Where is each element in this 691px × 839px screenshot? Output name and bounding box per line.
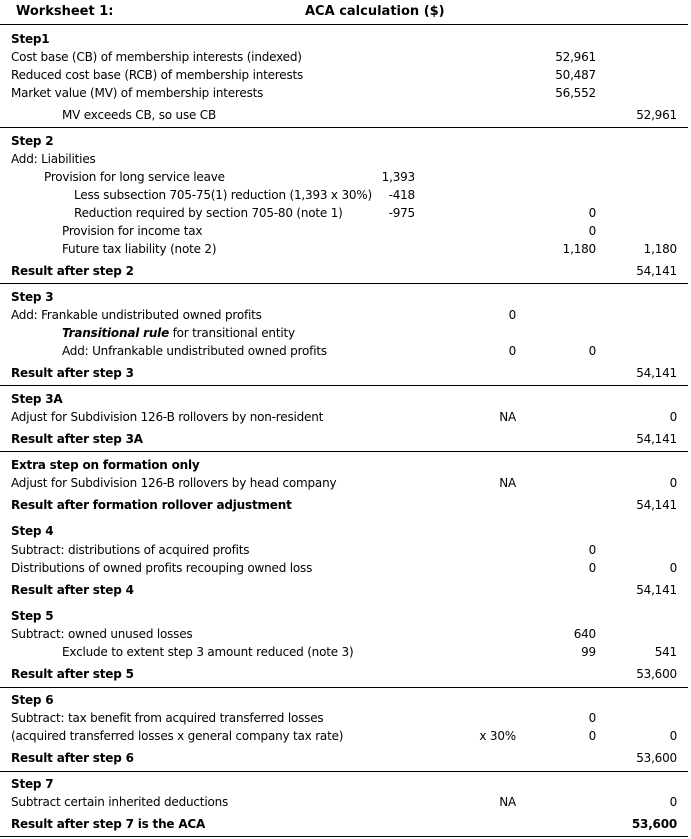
row-heading: Step 6: [11, 693, 54, 707]
amount-c3: 0: [588, 561, 596, 575]
amount-c4: 54,141: [636, 432, 677, 446]
row-label: [62, 326, 295, 340]
row-label: Add: Liabilities: [11, 152, 96, 166]
section-heading-row: [0, 498, 691, 516]
worksheet-title: ACA calculation ($): [305, 4, 445, 19]
row-heading: Step 4: [11, 524, 54, 538]
line-item-row: [0, 326, 691, 344]
row-label: Subtract: tax benefit from acquired transferred losses: [11, 711, 324, 725]
section-divider: [0, 771, 688, 772]
row-heading: Result after step 3: [11, 366, 134, 380]
section-heading-row: [0, 609, 691, 627]
amount-c3: 50,487: [555, 68, 596, 82]
amount-c1: -975: [388, 206, 415, 220]
row-label: (acquired transferred losses x general company tax rate): [11, 729, 344, 743]
amount-c1: -418: [388, 188, 415, 202]
line-item-row: [0, 170, 691, 188]
row-heading: Step 5: [11, 609, 54, 623]
section-heading-row: [0, 777, 691, 795]
amount-c3: 99: [581, 645, 596, 659]
section-heading-row: [0, 264, 691, 282]
line-item-row: [0, 344, 691, 362]
row-heading: Step 3: [11, 290, 54, 304]
amount-c4: 54,141: [636, 366, 677, 380]
row-heading: Step 3A: [11, 392, 63, 406]
row-label: Adjust for Subdivision 126-B rollovers by head company: [11, 476, 337, 490]
amount-c4: 53,600: [636, 667, 677, 681]
row-heading: Step1: [11, 32, 50, 46]
row-label: Add: Frankable undistributed owned profits: [11, 308, 262, 322]
row-label: Exclude to extent step 3 amount reduced (note 3): [62, 645, 354, 659]
row-heading: Result after step 5: [11, 667, 134, 681]
line-item-row: [0, 561, 691, 579]
row-label: Subtract: owned unused losses: [11, 627, 193, 641]
row-heading: Result after step 7 is the ACA: [11, 817, 206, 831]
row-label: Market value (MV) of membership interests: [11, 86, 264, 100]
amount-c4: 54,141: [636, 583, 677, 597]
section-heading-row: [0, 290, 691, 308]
line-item-row: [0, 86, 691, 104]
amount-c3: 0: [588, 543, 596, 557]
section-heading-row: [0, 392, 691, 410]
line-item-row: [0, 308, 691, 326]
amount-c1: 1,393: [381, 170, 415, 184]
amount-c4: 1,180: [643, 242, 677, 256]
row-heading: Result after formation rollover adjustment: [11, 498, 292, 512]
row-heading: Result after step 6: [11, 751, 134, 765]
section-heading-row: [0, 32, 691, 50]
amount-c4: 53,600: [636, 751, 677, 765]
line-item-row: [0, 224, 691, 242]
amount-c2: NA: [499, 795, 516, 809]
row-label: Reduction required by section 705-80 (note 1): [74, 206, 343, 220]
line-item-row: [0, 188, 691, 206]
section-divider: [0, 127, 688, 128]
section-heading-row: [0, 583, 691, 601]
line-item-row: [0, 242, 691, 260]
section-divider: [0, 836, 688, 837]
amount-c3: 0: [588, 206, 596, 220]
line-item-row: [0, 476, 691, 494]
section-heading-row: [0, 817, 691, 835]
section-heading-row: [0, 134, 691, 152]
row-label: Provision for long service leave: [44, 170, 225, 184]
section-divider: [0, 24, 688, 25]
worksheet-label: Worksheet 1:: [16, 4, 114, 19]
amount-c4: 52,961: [636, 108, 677, 122]
amount-c3: 0: [588, 729, 596, 743]
row-label: Provision for income tax: [62, 224, 203, 238]
amount-c4: 54,141: [636, 498, 677, 512]
row-label: Distributions of owned profits recouping owned loss: [11, 561, 313, 575]
section-divider: [0, 385, 688, 386]
row-label: MV exceeds CB, so use CB: [62, 108, 217, 122]
amount-c2: NA: [499, 410, 516, 424]
line-item-row: [0, 627, 691, 645]
rule-emphasis: Transitional rule: [62, 326, 170, 340]
line-item-row: [0, 206, 691, 224]
amount-c4: 0: [669, 795, 677, 809]
row-label: Future tax liability (note 2): [62, 242, 217, 256]
amount-c4: 0: [669, 410, 677, 424]
row-heading: Extra step on formation only: [11, 458, 200, 472]
line-item-row: [0, 543, 691, 561]
row-label: Subtract certain inherited deductions: [11, 795, 229, 809]
amount-c3: 0: [588, 224, 596, 238]
amount-c4: 54,141: [636, 264, 677, 278]
section-heading-row: [0, 693, 691, 711]
section-divider: [0, 451, 688, 452]
row-label: Less subsection 705-75(1) reduction (1,393 x 30%): [74, 188, 372, 202]
line-item-row: [0, 50, 691, 68]
amount-c4: 53,600: [631, 817, 677, 831]
row-label-text: for transitional entity: [169, 326, 295, 340]
amount-c3: 0: [588, 344, 596, 358]
amount-c3: 52,961: [555, 50, 596, 64]
row-label: Reduced cost base (RCB) of membership interests: [11, 68, 304, 82]
amount-c2: 0: [508, 308, 516, 322]
amount-c3: 56,552: [555, 86, 596, 100]
row-label: Subtract: distributions of acquired profits: [11, 543, 250, 557]
amount-c4: 0: [669, 476, 677, 490]
amount-c3: 0: [588, 711, 596, 725]
amount-c3: 640: [573, 627, 596, 641]
row-heading: Step 7: [11, 777, 54, 791]
row-heading: Step 2: [11, 134, 54, 148]
row-label: Adjust for Subdivision 126-B rollovers by non-resident: [11, 410, 324, 424]
line-item-row: [0, 729, 691, 747]
line-item-row: [0, 68, 691, 86]
section-heading-row: [0, 366, 691, 384]
amount-c4: 0: [669, 561, 677, 575]
section-heading-row: [0, 751, 691, 769]
line-item-row: [0, 108, 691, 126]
amount-c4: 0: [669, 729, 677, 743]
section-divider: [0, 687, 688, 688]
amount-c2: 0: [508, 344, 516, 358]
amount-c3: 1,180: [562, 242, 596, 256]
row-heading: Result after step 4: [11, 583, 134, 597]
row-label: Add: Unfrankable undistributed owned profits: [62, 344, 327, 358]
line-item-row: [0, 711, 691, 729]
line-item-row: [0, 410, 691, 428]
line-item-row: [0, 645, 691, 663]
section-heading-row: [0, 524, 691, 542]
amount-c4: 541: [654, 645, 677, 659]
line-item-row: [0, 795, 691, 813]
section-heading-row: [0, 432, 691, 450]
row-heading: Result after step 2: [11, 264, 134, 278]
amount-c2: NA: [499, 476, 516, 490]
section-heading-row: [0, 458, 691, 476]
section-divider: [0, 283, 688, 284]
line-item-row: [0, 152, 691, 170]
section-heading-row: [0, 667, 691, 685]
amount-c2: x 30%: [479, 729, 516, 743]
row-heading: Result after step 3A: [11, 432, 143, 446]
worksheet-header: [0, 0, 691, 26]
row-label: Cost base (CB) of membership interests (indexed): [11, 50, 302, 64]
